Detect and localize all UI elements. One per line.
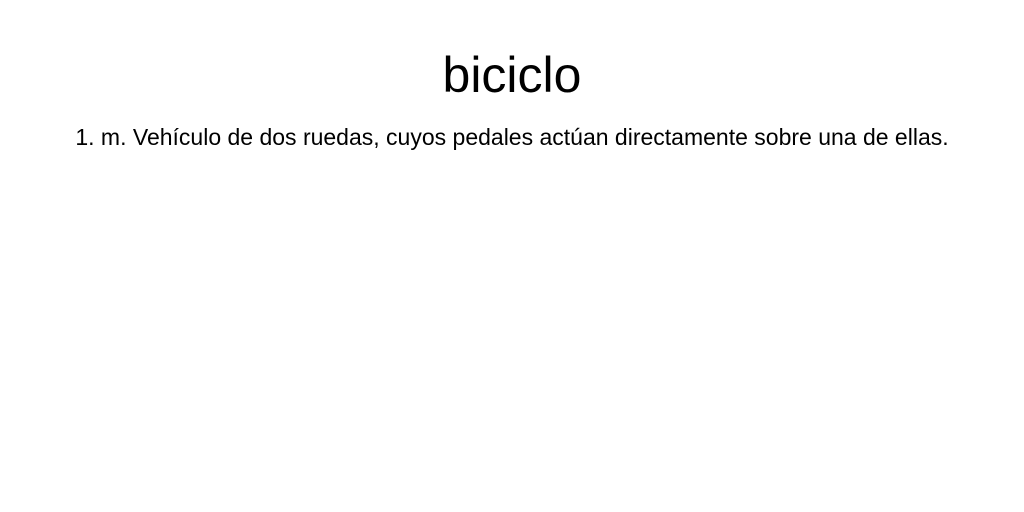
definition-1: 1. m. Vehículo de dos ruedas, cuyos pedales actúan directamente sobre una de ellas. — [75, 124, 949, 150]
headword: biciclo — [442, 47, 582, 103]
dictionary-entry — [0, 0, 1024, 156]
